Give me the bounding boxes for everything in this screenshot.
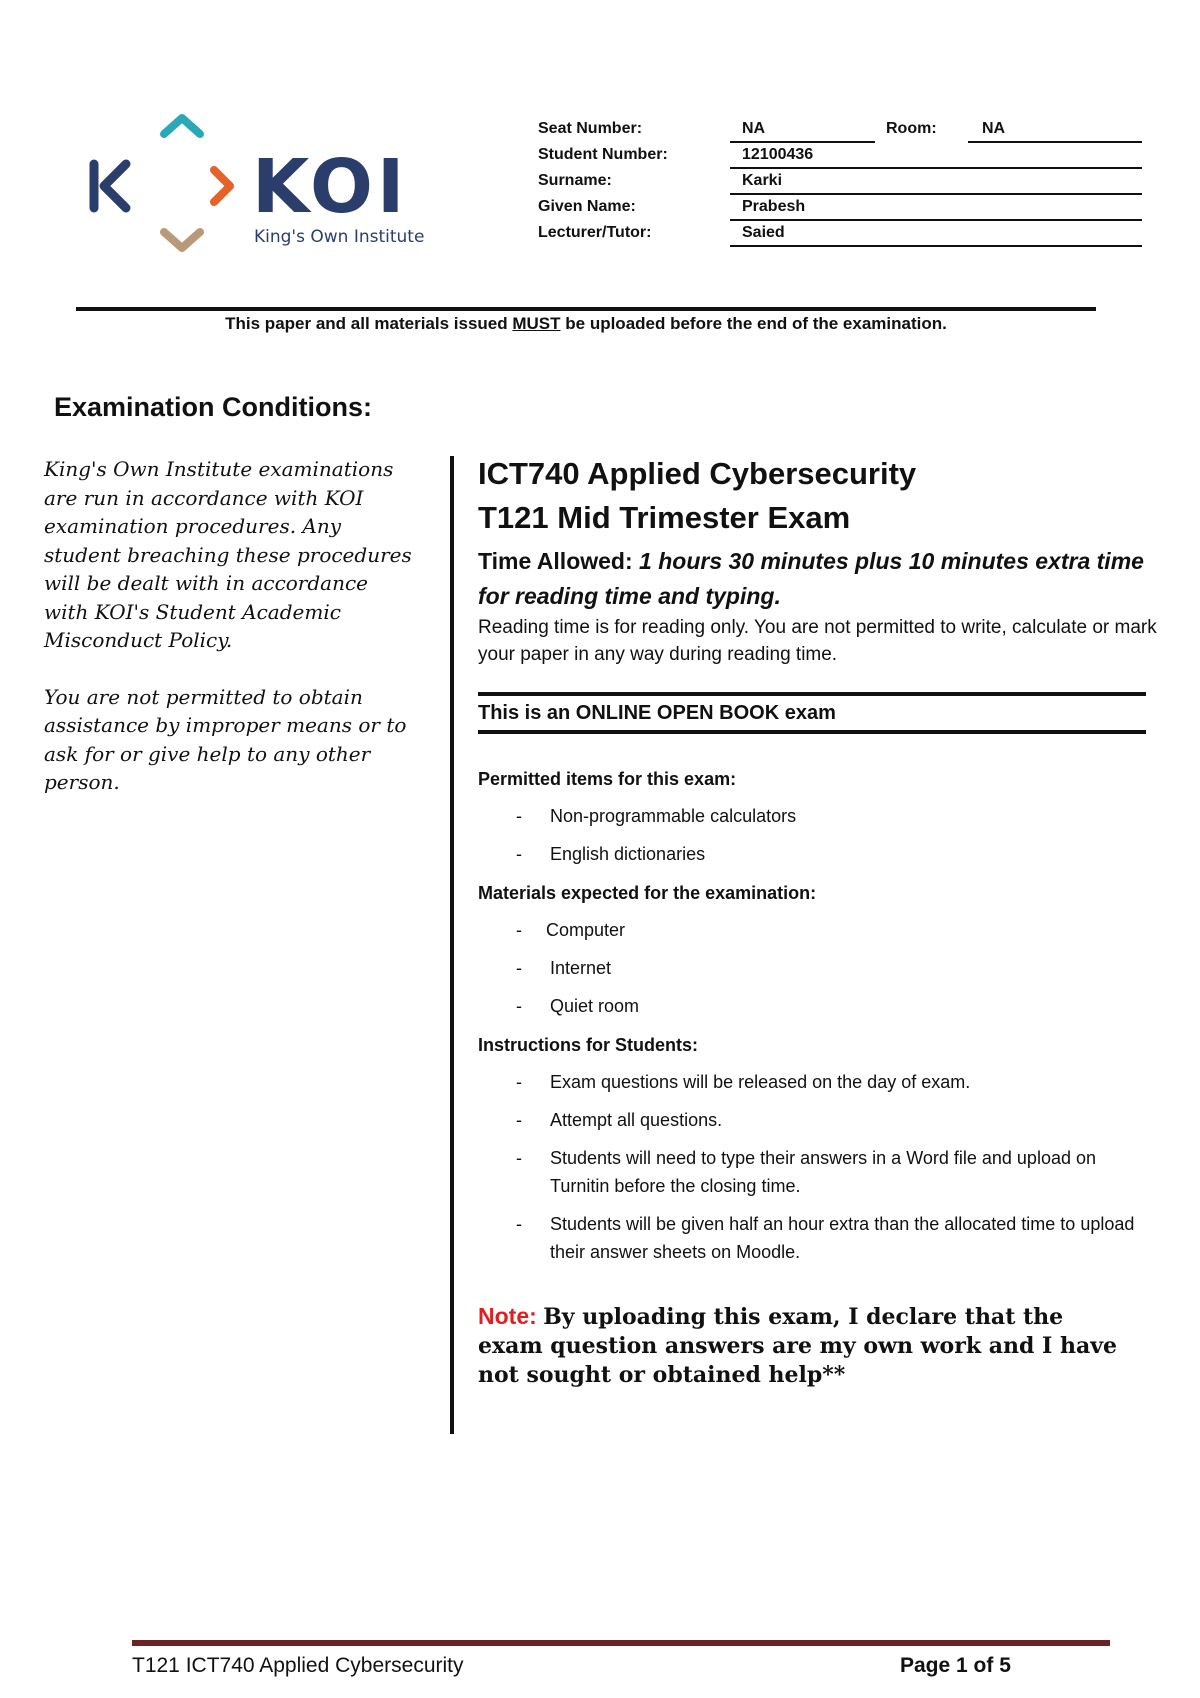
note-colon: :: [529, 1303, 544, 1329]
room-value: NA: [982, 120, 1006, 137]
seat-number-label: Seat Number:: [538, 120, 643, 137]
student-number-value: 12100436: [742, 146, 814, 163]
exam-details: [478, 452, 1158, 1390]
lecturer-underline: [730, 245, 1142, 247]
list-item-text: Students will need to type their answers in a Word file and upload on Turnitin before the closing time.: [550, 1148, 1096, 1196]
given-name-value: Prabesh: [742, 198, 806, 215]
course-title: ICT740 Applied Cybersecurity: [478, 456, 917, 491]
lecturer-value: Saied: [742, 224, 785, 241]
lecturer-label: Lecturer/Tutor:: [538, 224, 652, 241]
koi-logo: [84, 112, 444, 252]
surname-underline: [730, 193, 1142, 195]
seat-underline: [730, 141, 875, 143]
online-box-bottom-rule: [478, 730, 1146, 734]
note-label: Note: [478, 1303, 530, 1329]
footer-course: T121 ICT740 Applied Cybersecurity: [132, 1654, 464, 1677]
list-item: - Computer: [516, 920, 626, 940]
note-text: By uploading this exam, I declare that the exam question answers are my own work and I have not sought or obtained help**: [478, 1304, 1117, 1388]
list-item: - Non-programmable calculators: [516, 806, 797, 826]
conditions-paragraph-1: King's Own Institute examinations are run in accordance with KOI examination procedures. Any student breaching these procedures will be dealt with in accordance with KOI's Student Academic Misconduct Policy.: [44, 457, 412, 652]
list-item-text: Non-programmable calculators: [550, 806, 797, 826]
online-exam-label: This is an ONLINE OPEN BOOK exam: [478, 702, 836, 724]
student-number-underline: [730, 167, 1142, 169]
time-allowed-colon: :: [624, 548, 640, 574]
notice-text-after: be uploaded before the end of the examination.: [560, 314, 947, 333]
upload-notice: [76, 314, 1096, 334]
surname-value: Karki: [742, 172, 783, 189]
logo-wordmark: KOI: [252, 144, 409, 230]
list-item-text: Internet: [550, 958, 612, 978]
list-item: - Students will be given half an hour extra than the allocated time to upload their answer sheets on Moodle.: [516, 1214, 1135, 1262]
time-allowed: [478, 544, 1158, 614]
list-item: - Internet: [516, 958, 612, 978]
notice-text-before: This paper and all materials issued: [225, 314, 513, 333]
logo-k-mark: [94, 164, 126, 208]
given-name-label: Given Name:: [538, 198, 636, 215]
student-number-label: Student Number:: [538, 146, 668, 163]
conditions-paragraph-2: You are not permitted to obtain assistance by improper means or to ask for or give help to any other person.: [44, 684, 407, 794]
seat-number-value: NA: [742, 120, 766, 137]
logo-chevron-up: [164, 118, 200, 134]
time-allowed-label: Time Allowed: [478, 548, 625, 574]
notice-emphasis: MUST: [512, 314, 561, 333]
logo-tagline: King's Own Institute: [254, 227, 425, 247]
page-number: Page 1 of 5: [900, 1654, 1011, 1677]
list-item: - Exam questions will be released on the day of exam.: [516, 1072, 971, 1092]
room-label: Room:: [886, 120, 937, 137]
conditions-text: [44, 455, 414, 825]
list-item-text: Attempt all questions.: [550, 1110, 723, 1130]
list-item-text: Students will be given half an hour extra than the allocated time to upload their answer sheets on Moodle.: [550, 1214, 1135, 1262]
header-divider: [76, 307, 1096, 311]
time-allowed-value: 1 hours 30 minutes plus 10 minutes extra time for reading time and typing.: [478, 548, 1144, 609]
logo-chevron-down: [164, 232, 200, 248]
list-item: - English dictionaries: [516, 844, 706, 864]
list-item-text: English dictionaries: [550, 844, 706, 864]
logo-chevron-right: [214, 170, 230, 202]
list-item: - Quiet room: [516, 996, 640, 1016]
list-item-text: Quiet room: [550, 996, 640, 1016]
list-item-text: Computer: [546, 920, 626, 940]
list-item: - Students will need to type their answers in a Word file and upload on Turnitin before the closing time.: [516, 1148, 1096, 1196]
list-item-text: Exam questions will be released on the day of exam.: [550, 1072, 971, 1092]
instructions-heading: Instructions for Students:: [478, 1035, 698, 1055]
materials-heading: Materials expected for the examination:: [478, 883, 817, 903]
list-item: - Attempt all questions.: [516, 1110, 723, 1130]
column-divider: [450, 456, 454, 1434]
exam-name: T121 Mid Trimester Exam: [478, 500, 851, 535]
declaration-note: [478, 1302, 1118, 1390]
conditions-title: Examination Conditions:: [54, 392, 373, 422]
room-underline: [968, 141, 1142, 143]
given-name-underline: [730, 219, 1142, 221]
footer-divider: [132, 1640, 1110, 1646]
permitted-heading: Permitted items for this exam:: [478, 769, 737, 789]
surname-label: Surname:: [538, 172, 612, 189]
reading-time-note: Reading time is for reading only. You are not permitted to write, calculate or mark your paper in any way during reading time.: [478, 617, 1157, 665]
